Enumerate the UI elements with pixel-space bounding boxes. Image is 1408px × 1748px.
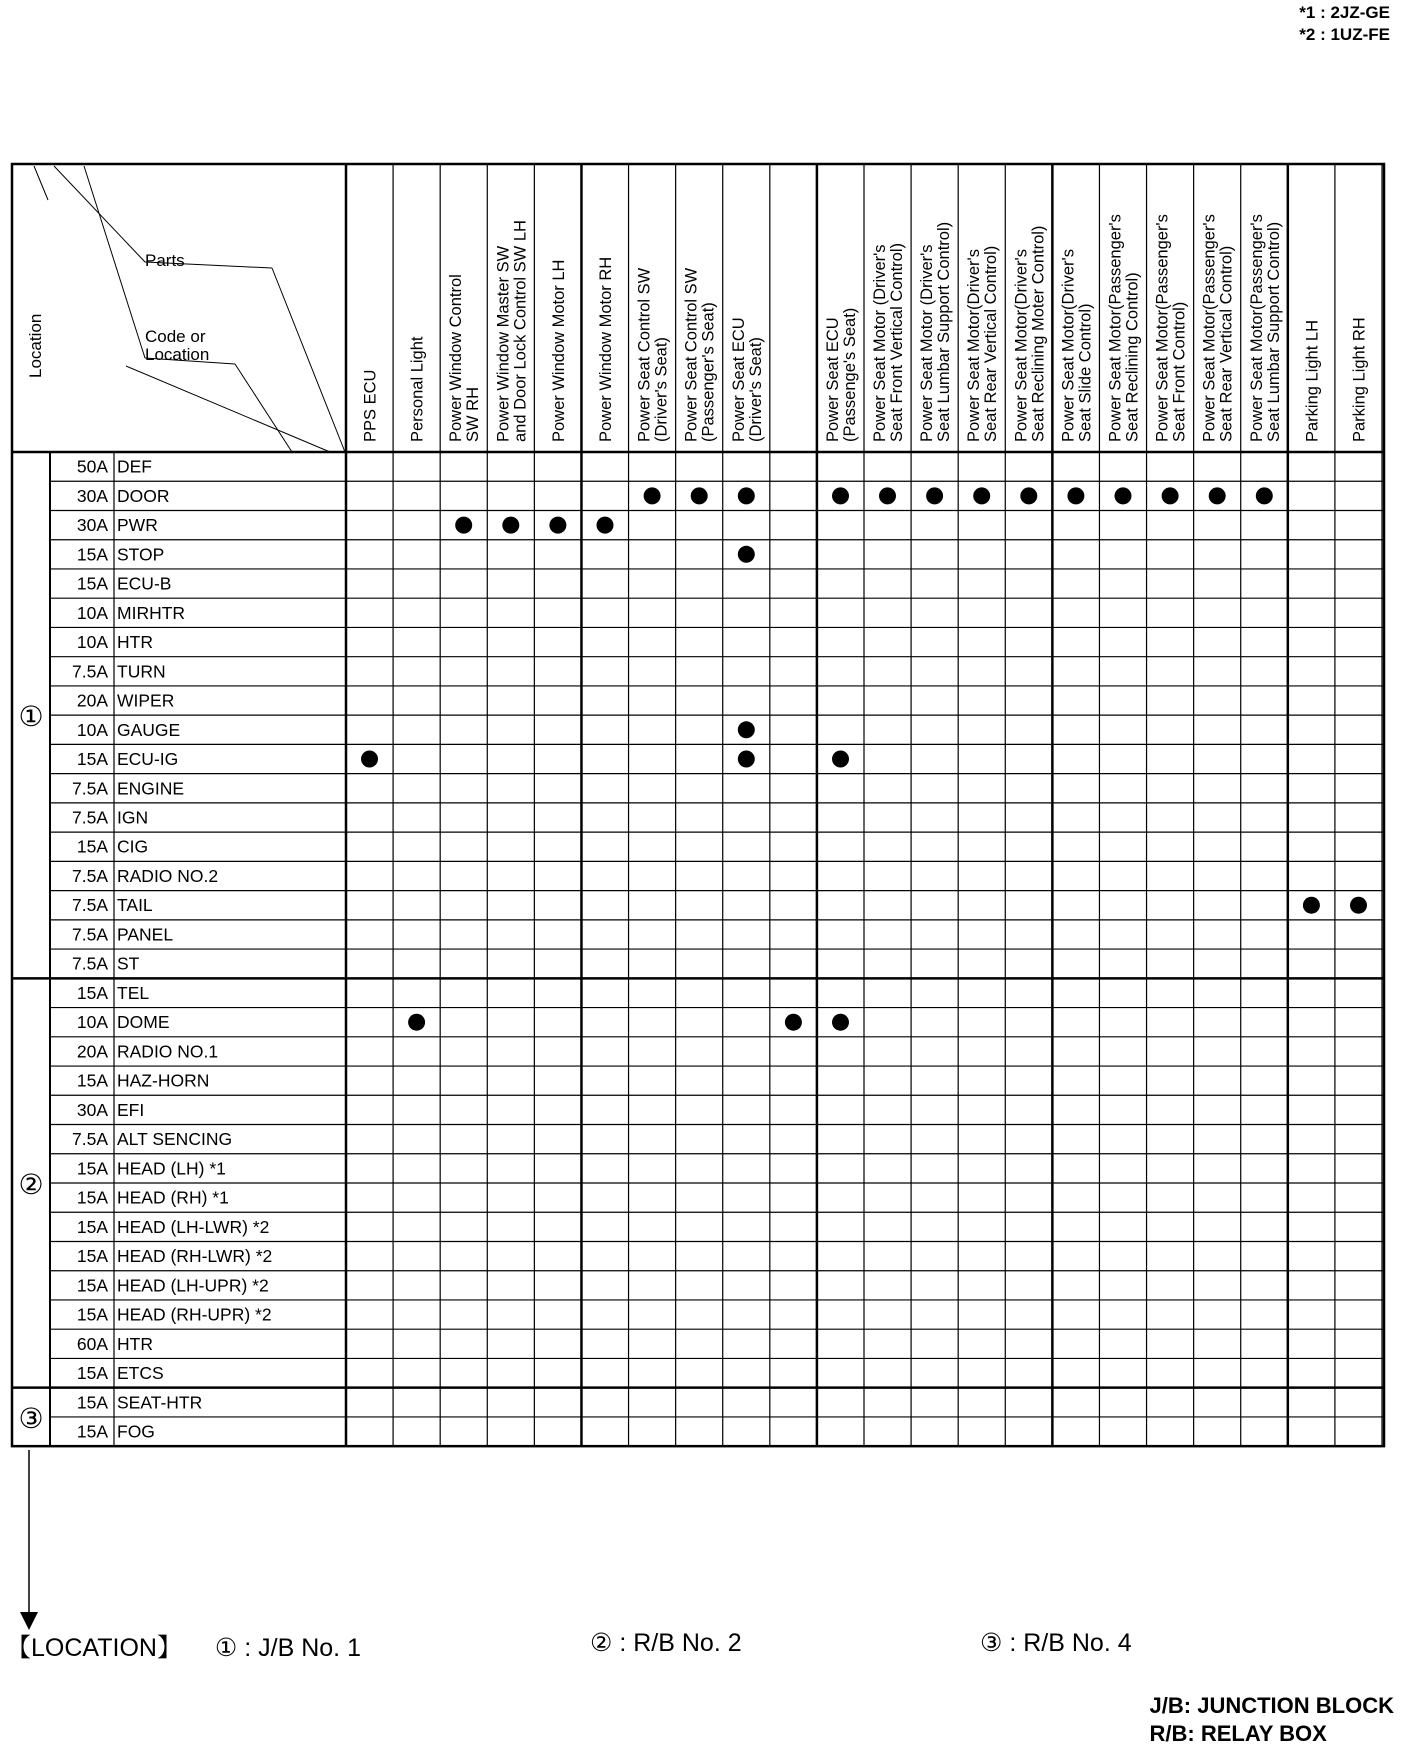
column-header-2-line-0: Power Window Control: [447, 274, 466, 442]
fuse-amperage: 10A: [76, 602, 108, 623]
fuse-code: HAZ-HORN: [117, 1070, 210, 1091]
connection-dot: [408, 1014, 425, 1031]
column-header-6-line-0: Power Seat Control SW: [635, 267, 654, 442]
fuse-code: STOP: [117, 544, 165, 565]
connection-dot: [1115, 487, 1132, 504]
fuse-amperage: 20A: [76, 1041, 108, 1062]
fuse-code: SEAT-HTR: [117, 1392, 203, 1413]
column-header-21-line-0: Parking Light RH: [1350, 317, 1369, 442]
fuse-amperage: 7.5A: [72, 661, 108, 682]
column-header-8-line-1: (Driver's Seat): [746, 337, 765, 442]
fuse-code: EFI: [117, 1099, 145, 1120]
fuse-amperage: 7.5A: [72, 1129, 108, 1150]
location-label: Location: [26, 313, 45, 378]
connection-dot: [832, 751, 849, 768]
fuse-amperage: 15A: [76, 982, 108, 1003]
fuse-amperage: 7.5A: [72, 924, 108, 945]
fuse-amperage: 15A: [76, 836, 108, 857]
abbreviation-jb: J/B: JUNCTION BLOCK: [1149, 1693, 1394, 1718]
fuse-code: TAIL: [117, 895, 153, 916]
location-legend: [6, 1628, 361, 1664]
fuse-amperage: 7.5A: [72, 807, 108, 828]
column-header-19-line-1: Seat Lumbar Support Control): [1264, 221, 1283, 442]
fuse-code: HEAD (RH-UPR) *2: [117, 1304, 272, 1325]
fuse-amperage: 60A: [76, 1333, 108, 1354]
column-header-16-line-1: Seat Reclining Control): [1123, 272, 1142, 442]
connection-dot: [785, 1014, 802, 1031]
fuse-code: PWR: [117, 515, 158, 536]
fuse-amperage: 10A: [76, 1012, 108, 1033]
connection-dot: [502, 517, 519, 534]
column-header-18-line-0: Power Seat Motor(Passenger's: [1200, 214, 1219, 442]
fuse-amperage: 30A: [76, 1099, 108, 1120]
fuse-code: TEL: [117, 982, 150, 1003]
fuse-amperage: 15A: [76, 1246, 108, 1267]
column-header-14-line-1: Seat Reclining Moter Control): [1029, 225, 1048, 442]
connection-dot: [1303, 897, 1320, 914]
column-header-10-line-1: (Passenge's Seat): [841, 307, 859, 442]
column-header-19-line-0: Power Seat Motor(Passenger's: [1247, 214, 1266, 442]
column-header-12-line-1: Seat Lumbar Support Control): [935, 221, 954, 442]
connection-dot: [738, 487, 755, 504]
location-groups: [18, 701, 43, 1434]
fuse-amperage: 7.5A: [72, 778, 108, 799]
column-header-13-line-0: Power Seat Motor(Driver's: [965, 249, 984, 442]
fuse-code: MIRHTR: [117, 602, 186, 623]
fuse-code: DEF: [117, 456, 152, 477]
connection-dot: [738, 546, 755, 563]
column-header-13-line-1: Seat Rear Vertical Control): [982, 245, 1001, 442]
engine-note-2: *2 : 1UZ-FE: [1299, 25, 1390, 44]
fuse-code: HEAD (LH-LWR) *2: [117, 1216, 270, 1237]
column-header-10-line-0: Power Seat ECU: [824, 317, 842, 442]
fuse-amperage: 15A: [76, 749, 108, 769]
connection-dot: [738, 751, 755, 768]
fuse-amperage: 20A: [76, 690, 108, 711]
column-header-12-line-0: Power Seat Motor (Driver's: [918, 244, 937, 442]
column-header-7-line-0: Power Seat Control SW: [682, 267, 701, 442]
column-header-0-line-0: PPS ECU: [361, 369, 380, 442]
fuse-amperage: 15A: [76, 1158, 108, 1179]
fuse-amperage: 15A: [76, 1275, 108, 1296]
fuse-code: HEAD (RH-LWR) *2: [117, 1246, 273, 1267]
column-header-17-line-0: Power Seat Motor(Passenger's: [1153, 214, 1172, 442]
connection-dot: [691, 487, 708, 504]
column-header-17-line-1: Seat Front Control): [1170, 301, 1189, 442]
location-group-mark: ③: [18, 1402, 44, 1434]
connection-dot: [1067, 487, 1084, 504]
column-header-3-line-1: and Door Lock Control SW LH: [511, 220, 530, 442]
column-header-11-line-1: Seat Front Vertical Control): [888, 243, 906, 442]
column-header-14-line-0: Power Seat Motor(Driver's: [1012, 249, 1031, 442]
column-header-2-line-1: SW RH: [464, 387, 483, 442]
fuse-code: ALT SENCING: [117, 1129, 233, 1150]
abbreviation-rb: R/B: RELAY BOX: [1149, 1721, 1327, 1746]
fuse-code: HEAD (RH) *1: [117, 1187, 229, 1208]
fuse-code: DOME: [117, 1012, 170, 1033]
fuse-code: HEAD (LH-UPR) *2: [117, 1275, 269, 1296]
connection-dot: [1256, 487, 1273, 504]
column-header-4-line-0: Power Window Motor LH: [549, 259, 568, 442]
fuse-amperage: 15A: [76, 1187, 108, 1208]
fuse-amperage: 30A: [76, 515, 108, 536]
column-header-20-line-0: Parking Light LH: [1303, 320, 1322, 442]
connection-dot: [1020, 487, 1037, 504]
fuse-amperage: 10A: [76, 632, 108, 653]
connection-dot: [879, 487, 896, 504]
connection-dot: [1162, 487, 1179, 504]
code-label-2: Location: [145, 345, 210, 364]
column-header-3-line-0: Power Window Master SW: [494, 245, 513, 442]
column-header-7-line-1: (Passenger's Seat): [699, 302, 718, 442]
fuse-code: GAUGE: [117, 719, 181, 740]
connection-dot: [1209, 487, 1226, 504]
fuse-amperage: 30A: [76, 485, 108, 506]
fuse-code: RADIO NO.1: [117, 1041, 219, 1062]
fuse-code: CIG: [117, 836, 149, 857]
column-header-6-line-1: (Driver's Seat): [652, 337, 671, 442]
fuse-code: HTR: [117, 1333, 153, 1354]
connection-dot: [832, 487, 849, 504]
legend-item-3: ③ : R/B No. 4: [980, 1629, 1132, 1657]
fuse-code: RADIO NO.2: [117, 866, 219, 886]
code-label-1: Code or: [145, 327, 206, 346]
fuse-code: TURN: [117, 661, 166, 682]
connection-dot: [549, 517, 566, 534]
connection-dot: [644, 487, 661, 504]
fuse-code: ECU-IG: [117, 749, 179, 769]
fuse-amperage: 15A: [76, 1216, 108, 1237]
fuse-amperage: 15A: [76, 573, 108, 594]
fuse-amperage: 15A: [76, 1363, 108, 1384]
legend-item-2: ② : R/B No. 2: [590, 1629, 742, 1657]
column-header-15-line-1: Seat Slide Control): [1076, 303, 1095, 442]
column-header-18-line-1: Seat Rear Vertical Control): [1217, 245, 1236, 442]
column-headers: [362, 214, 1369, 442]
legend-item-1: ① : J/B No. 1: [214, 1634, 361, 1662]
connection-dot: [973, 487, 990, 504]
fuse-code: WIPER: [117, 690, 175, 711]
fuse-code: PANEL: [117, 924, 174, 945]
fuse-code: ST: [117, 953, 140, 974]
fuse-amperage: 7.5A: [72, 895, 108, 916]
fuse-amperage: 15A: [76, 544, 108, 565]
column-header-5-line-0: Power Window Motor RH: [597, 256, 615, 442]
fuse-amperage: 15A: [76, 1421, 108, 1442]
fuse-amperage: 7.5A: [72, 953, 108, 974]
fuse-code: HEAD (LH) *1: [117, 1158, 226, 1179]
fuse-amperage: 15A: [76, 1392, 108, 1413]
parts-label: Parts: [145, 251, 185, 270]
fuse-amperage: 10A: [76, 719, 108, 740]
column-header-16-line-0: Power Seat Motor(Passenger's: [1106, 214, 1125, 442]
fuse-code: HTR: [117, 632, 153, 653]
column-header-1-line-0: Personal Light: [408, 336, 427, 442]
column-header-8-line-0: Power Seat ECU: [729, 317, 748, 442]
fuse-code: FOG: [117, 1421, 155, 1442]
fuse-code: ENGINE: [117, 778, 185, 799]
fuse-code: ETCS: [117, 1363, 164, 1384]
connection-dot: [926, 487, 943, 504]
location-arrow: [20, 1450, 38, 1630]
column-header-15-line-0: Power Seat Motor(Driver's: [1059, 249, 1078, 442]
fuse-amperage: 15A: [76, 1304, 108, 1325]
connection-dot: [455, 517, 472, 534]
fuse-amperage: 50A: [76, 456, 108, 477]
fuse-amperage: 15A: [76, 1070, 108, 1091]
fuse-code: DOOR: [117, 485, 170, 506]
connection-dot: [738, 721, 755, 738]
location-group-mark: ②: [18, 1169, 44, 1200]
header-diagonal: [26, 166, 345, 452]
connection-dot: [597, 517, 614, 534]
engine-note-1: *1 : 2JZ-GE: [1299, 3, 1390, 22]
fuse-code: IGN: [117, 807, 149, 828]
connection-dot: [1350, 897, 1367, 914]
location-group-mark: ①: [18, 701, 44, 733]
fuse-code: ECU-B: [117, 573, 172, 594]
column-header-11-line-0: Power Seat Motor (Driver's: [871, 244, 889, 442]
legend-title: 【LOCATION】: [6, 1634, 182, 1662]
fuse-amperage: 7.5A: [72, 866, 108, 886]
connection-dot: [361, 751, 378, 768]
connection-dot: [832, 1014, 849, 1031]
